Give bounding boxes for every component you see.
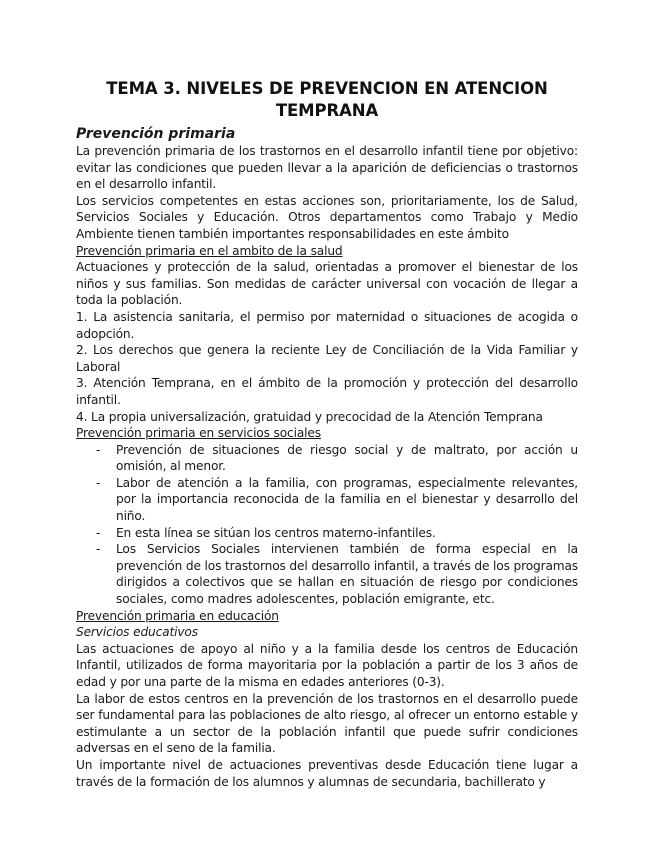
numbered-item: 4. La propia universalización, gratuidad y precocidad de la Atención Temprana [76, 409, 543, 424]
paragraph: La labor de estos centros en la prevención de los trastornos en el desarrollo puede ser fundamental para las poblaciones de alto riesgo, al ofrecer un entorno estable y estimulante a un sector de la población infantil que puede sufrir condiciones adversas en el seno de la familia. [76, 691, 578, 756]
document-page [76, 78, 578, 790]
list-item: - En esta línea se sitúan los centros materno-infantiles. [116, 525, 578, 542]
subsection-heading-servicios-sociales: Prevención primaria en servicios sociales [76, 426, 321, 441]
numbered-item: 2. Los derechos que genera la reciente Ley de Conciliación de la Vida Familiar y Laboral [76, 343, 578, 374]
paragraph: Un importante nivel de actuaciones preventivas desde Educación tiene lugar a través de la formación de los alumnos y alumnas de secundaria, bachillerato y [76, 757, 578, 789]
subsection-heading-educacion: Prevención primaria en educación [76, 608, 279, 623]
numbered-item: 3. Atención Temprana, en el ámbito de la promoción y protección del desarrollo infantil. [76, 376, 578, 407]
subsection-subheading-servicios-educativos: Servicios educativos [76, 625, 198, 640]
paragraph: Actuaciones y protección de la salud, orientadas a promover el bienestar de los niños y sus familias. Son medidas de carácter universal con vocación de llegar a toda la población. [76, 260, 578, 308]
subsection-heading-salud: Prevención primaria en el ambito de la salud [76, 243, 343, 258]
paragraph: La prevención primaria de los trastornos en el desarrollo infantil tiene por objetivo: evitar las condiciones que pueden llevar a la aparición de deficiencias o trastornos en el desarrollo infantil. [76, 144, 578, 192]
list-item: - Prevención de situaciones de riesgo social y de maltrato, por acción u omisión, al menor. [116, 442, 578, 475]
paragraph: Las actuaciones de apoyo al niño y a la familia desde los centros de Educación Infantil, utilizados de forma mayoritaria por la población a partir de los 3 años de edad y por una parte de la misma en edades anteriores (0-3). [76, 641, 578, 689]
section-heading-prevencion-primaria: Prevención primaria [76, 126, 236, 142]
dash-list [76, 442, 578, 608]
page-title: TEMA 3. NIVELES DE PREVENCION EN ATENCION TEMPRANA [106, 79, 548, 120]
list-item: - Labor de atención a la familia, con programas, especialmente relevantes, por la importancia reconocida de la familia en el bienestar y desarrollo del niño. [116, 475, 578, 525]
numbered-item: 1. La asistencia sanitaria, el permiso por maternidad o situaciones de acogida o adopción. [76, 309, 578, 341]
paragraph: Los servicios competentes en estas acciones son, prioritariamente, los de Salud, Servicios Sociales y Educación. Otros departamentos como Trabajo y Medio Ambiente tienen también importantes responsabilidades en este ámbito [76, 193, 578, 241]
list-item: - Los Servicios Sociales intervienen también de forma especial en la prevención de los trastornos del desarrollo infantil, a través de los programas dirigidos a colectivos que se hallan en situación de riesgo por condiciones sociales, como madres adolescentes, población emigrante, etc. [116, 541, 578, 607]
